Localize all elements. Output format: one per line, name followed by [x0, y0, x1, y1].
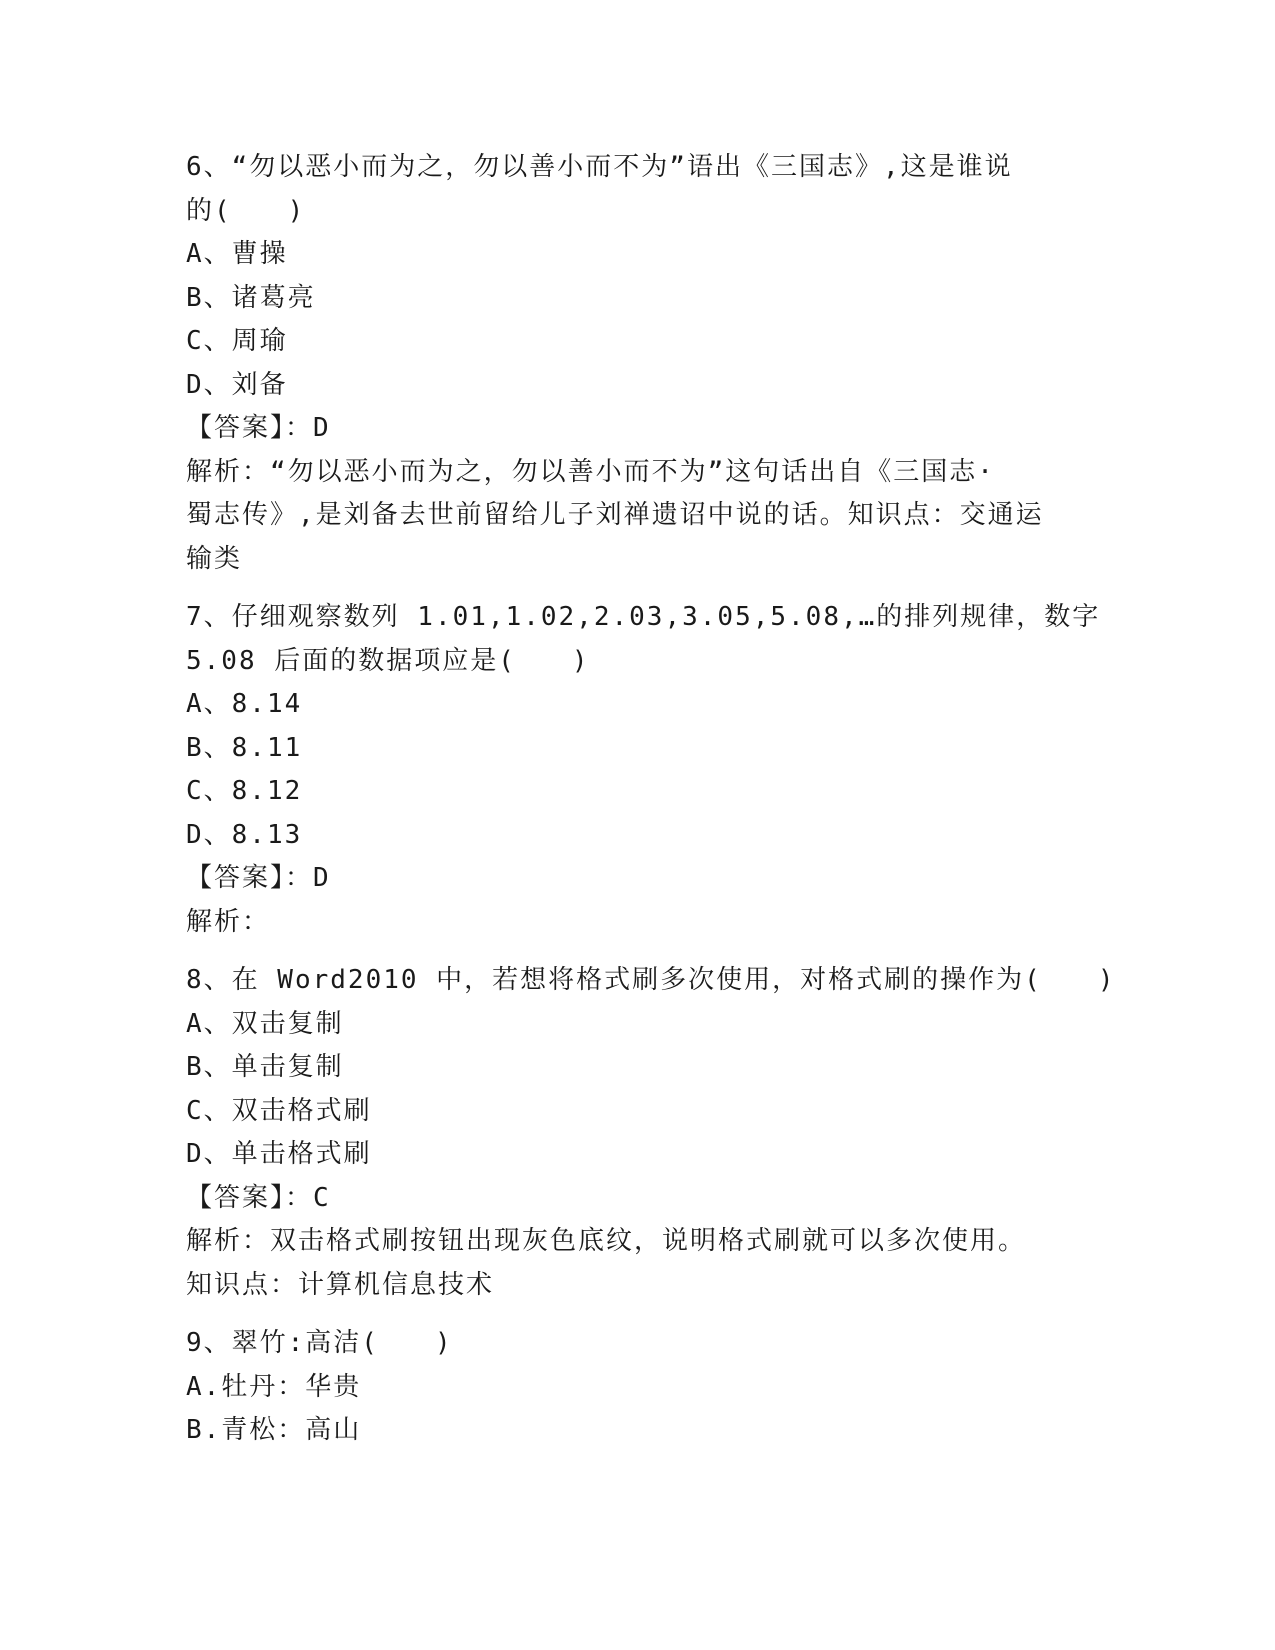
option-a: A.牡丹：华贵 — [186, 1371, 362, 1402]
question-8 — [186, 959, 1116, 1307]
question-stem-line: 6、“勿以恶小而为之，勿以善小而不为”语出《三国志》,这是谁说 — [186, 152, 1013, 182]
option-d: D、刘备 — [186, 369, 288, 400]
option-a: A、曹操 — [186, 239, 288, 269]
option-b: B、诸葛亮 — [186, 282, 316, 313]
question-6 — [186, 146, 1086, 581]
question-9 — [186, 1322, 1086, 1453]
option-c: C、周瑜 — [186, 326, 288, 356]
question-7 — [186, 596, 1101, 944]
analysis-line: 知识点：计算机信息技术 — [186, 1269, 495, 1300]
question-list — [186, 146, 1116, 1453]
question-stem-line: 5.08 后面的数据项应是( ) — [186, 645, 590, 676]
option-a: A、8.14 — [186, 689, 303, 719]
question-stem-line: 的( ) — [186, 195, 306, 226]
analysis-line: 蜀志传》,是刘备去世前留给儿子刘禅遗诏中说的话。知识点：交通运 — [186, 500, 1044, 530]
analysis-line: 解析：双击格式刷按钮出现灰色底纹，说明格式刷就可以多次使用。 — [186, 1226, 1027, 1256]
question-stem-line: 8、在 Word2010 中，若想将格式刷多次使用，对格式刷的操作为( ) — [186, 965, 1116, 995]
answer-line: 【答案】：C — [186, 1182, 331, 1213]
option-d: D、8.13 — [186, 819, 303, 850]
question-stem-line: 7、仔细观察数列 1.01,1.02,2.03,3.05,5.08,…的排列规律，数字 — [186, 602, 1101, 632]
option-b: B、单击复制 — [186, 1052, 344, 1082]
answer-line: 【答案】：D — [186, 413, 331, 443]
option-b: B、8.11 — [186, 732, 303, 763]
option-b: B.青松：高山 — [186, 1415, 362, 1445]
option-a: A、双击复制 — [186, 1008, 344, 1039]
option-c: C、8.12 — [186, 776, 303, 806]
analysis-line: 解析：“勿以恶小而为之，勿以善小而不为”这句话出自《三国志· — [186, 456, 995, 487]
option-c: C、双击格式刷 — [186, 1095, 372, 1126]
answer-line: 【答案】：D — [186, 863, 331, 893]
question-spacer — [186, 581, 1086, 596]
analysis-line: 输类 — [186, 543, 243, 574]
option-d: D、单击格式刷 — [186, 1139, 372, 1169]
question-stem-line: 9、翠竹:高洁( ) — [186, 1328, 453, 1358]
question-spacer — [186, 1307, 1086, 1322]
question-spacer — [186, 944, 1086, 959]
analysis-line: 解析： — [186, 906, 271, 937]
